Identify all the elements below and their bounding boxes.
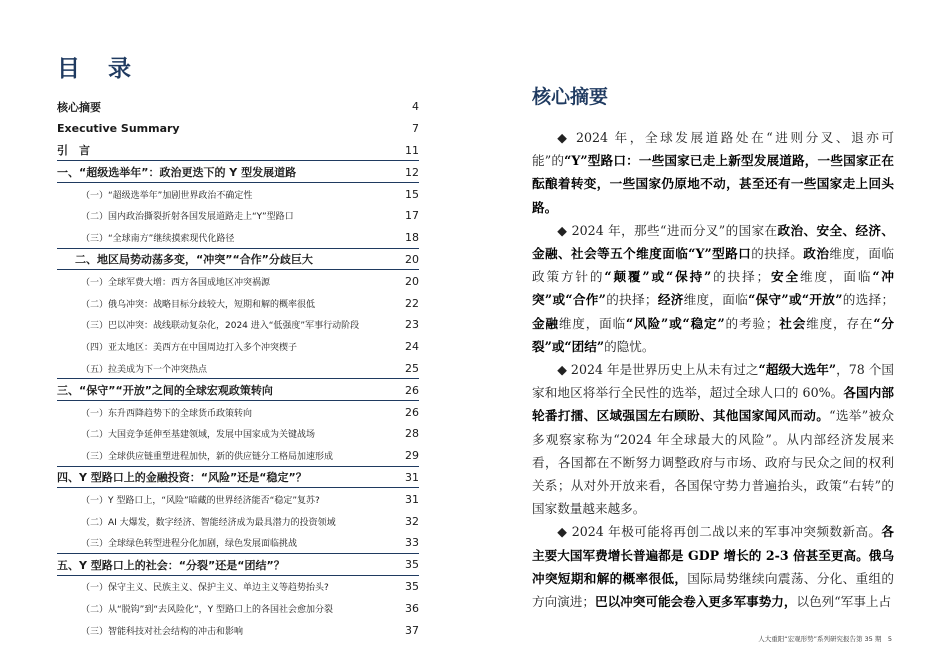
toc-entry[interactable] [57,270,419,292]
toc-entry-page: 28 [405,427,419,441]
body-text: 的考验； [724,315,779,331]
toc-entry[interactable] [57,510,419,532]
toc-entry-label: （二）国内政治撕裂折射各国发展道路走上“Y”型路口 [81,212,294,223]
toc-entry[interactable] [57,183,419,205]
toc-entry-page: 24 [405,340,419,354]
body-text: 维度，存在 [806,315,874,331]
summary-paragraph [532,358,894,520]
body-text: 的抉择。 [751,246,804,262]
toc-entry[interactable] [57,488,419,510]
body-text: ◆ 2024 年，全球发展道路处在“进则分叉、退亦可能”的 [532,130,894,169]
toc-entry-page: 29 [405,449,419,463]
toc-entry-page: 7 [412,122,419,136]
toc-entry-page: 25 [405,361,419,375]
toc-entry-label: 五、Y 型路口上的社会：“分裂”还是“团结”？ [57,558,285,572]
toc-entry[interactable] [57,96,419,118]
toc-entry-label: （三）巴以冲突：战线联动复杂化，2024 进入“低强度”军事行动阶段 [81,321,360,332]
bold-text: 经济 [657,292,684,308]
toc-entry-page: 35 [405,558,419,572]
body-text: ◆ 2024 年极可能将再创二战以来的军事冲突频数新高。 [557,524,882,540]
body-text: 以色列“军事上占 [796,594,892,610]
body-text: “选举”被众多观察家称为“2024 年全球最大的风险”。从内部经济发展来看，各国都在不断努力调整政府与市场、政府与民众之间的权利关系；从对外开放来看，各国保守势力普遍抬头，政策“右转”的国家数量越来越多。 [532,408,894,517]
toc-entry-label: （一）保守主义、民族主义、保护主义、单边主义等趋势抬头? [81,582,329,593]
toc-entry-label: （一）全球军费大增：西方各国成地区冲突祸源 [81,277,271,288]
toc-entry[interactable] [57,205,419,227]
toc-entry[interactable] [57,445,419,467]
summary-title: 核心摘要 [532,86,609,108]
toc-entry-page: 31 [405,492,419,506]
bold-text: 金融 [532,315,559,331]
bold-text: 社会 [778,315,807,331]
toc-entry-page: 26 [405,405,419,419]
bold-text: 各主要大国军费增长普遍都是 GDP 增长的 2-3 倍甚至更高。俄乌冲突短期和解的概率很低， [532,524,894,586]
toc-entry-page: 23 [405,318,419,332]
toc-entry-label: （一）东升西降趋势下的全球货币政策转向 [81,408,253,419]
toc-entry[interactable] [57,423,419,445]
bold-text: “Y”型路口：一些国家已走上新型发展道路，一些国家正在酝酿着转变，一些国家仍原地不动，甚至还有一些国家走上回头路。 [532,153,894,215]
toc-entry-label: 三、“保守”“开放”之间的全球宏观政策转向 [57,384,273,398]
summary-paragraph [532,219,894,358]
summary-paragraph [532,520,894,613]
toc-entry-label: 四、Y 型路口上的金融投资：“风险”还是“稳定”？ [57,471,307,485]
body-text: 的抉择； [605,292,658,308]
toc-entry-label: 二、地区局势动荡多变，“冲突”“合作”分歧巨大 [75,253,313,267]
body-text: 维度，面临政策方针的 [532,246,895,285]
summary-body [532,126,894,613]
bold-text: 各国内部轮番打擂、区域强国左右顾盼、其他国家闻风而动。 [532,385,895,424]
toc-entry-page: 31 [405,470,419,484]
page-footer: 人大重阳“宏观形势”系列研究报告第 35 期 5 [758,635,892,643]
toc-entry-label: 引 言 [57,144,90,158]
bold-text: 安全 [769,269,800,285]
toc-entry-label: Executive Summary [57,122,180,136]
body-text: 的抉择； [711,269,770,285]
summary-paragraph [532,126,894,219]
toc-entry-page: 20 [405,274,419,288]
body-text: 维度，面临 [683,292,749,308]
bold-text: 政治 [803,246,830,262]
bold-text: “风险”或“稳定” [626,315,725,331]
toc-entry-page: 35 [405,579,419,593]
toc-entry[interactable] [57,554,419,576]
toc-entry-label: （一）“超级选举年”加剧世界政治不确定性 [81,190,253,201]
bold-text: “分裂”或“团结” [532,315,895,354]
toc-entry[interactable] [57,161,419,183]
toc-entry[interactable] [57,249,419,271]
toc-entry-page: 20 [405,252,419,266]
toc-entry-label: （三）全球供应链重塑进程加快，新的供应链分工格局加速形成 [81,452,334,463]
toc-entry[interactable] [57,619,419,641]
body-text: 维度，面临 [799,269,873,285]
toc-entry-label: 一、“超级选举年”：政治更迭下的 Y 型发展道路 [57,166,297,180]
toc-entry[interactable] [57,401,419,423]
body-text: 的选择； [842,292,895,308]
toc-entry[interactable] [57,576,419,598]
toc-entry-page: 36 [405,601,419,615]
toc-entry[interactable] [57,379,419,401]
table-of-contents [57,96,419,641]
toc-entry[interactable] [57,532,419,554]
toc-entry-label: （二）大国竞争延伸至基建领域，发展中国家成为关键战场 [81,430,316,441]
toc-entry-page: 18 [405,231,419,245]
toc-entry-label: （三）智能科技对社会结构的冲击和影响 [81,626,244,637]
bold-text: 巴以冲突可能会卷入更多军事势力， [594,594,797,610]
toc-entry[interactable] [57,292,419,314]
toc-entry[interactable] [57,358,419,380]
bold-text: “冲突”或“合作” [532,269,895,308]
toc-entry-page: 12 [405,165,419,179]
toc-entry-page: 26 [405,383,419,397]
toc-entry[interactable] [57,597,419,619]
toc-entry[interactable] [57,227,419,249]
toc-entry-label: （二）俄乌冲突：战略目标分歧较大，短期和解的概率很低 [81,299,316,310]
toc-entry-page: 33 [405,536,419,550]
toc-entry-label: 核心摘要 [57,100,101,114]
toc-entry-page: 37 [405,623,419,637]
toc-entry-label: （一）Y 型路口上，“风险”暗藏的世界经济能否“稳定”复苏? [81,495,320,506]
toc-entry-label: （二）从“脱钩”到“去风险化”，Y 型路口上的各国社会愈加分裂 [81,604,334,615]
toc-entry-label: （五）拉美成为下一个冲突热点 [81,364,208,375]
bold-text: “保守”或“开放” [748,292,843,308]
toc-entry-label: （二）AI 大爆发，数字经济、智能经济成为最具潜力的投资领域 [81,517,336,528]
bold-text: “超级大选年” [758,362,837,378]
toc-entry-page: 11 [405,143,419,157]
toc-entry-page: 17 [405,209,419,223]
toc-entry[interactable] [57,336,419,358]
body-text: ◆ 2024 年是世界历史上从未有过之 [557,362,759,378]
bold-text: “颠覆”或“保持” [604,269,712,285]
toc-title: 目 录 [57,56,142,82]
toc-entry[interactable] [57,118,419,140]
toc-entry-label: （四）亚太地区：美西方在中国周边打入多个冲突楔子 [81,343,298,354]
toc-entry[interactable] [57,140,419,162]
toc-entry-page: 15 [405,187,419,201]
toc-entry-page: 4 [412,100,419,114]
body-text: 国际局势继续向震荡、分化、重组的方向演进； [532,570,895,610]
toc-entry-label: （三）全球绿色转型进程分化加剧，绿色发展面临挑战 [81,539,298,550]
toc-entry[interactable] [57,467,419,489]
toc-entry-page: 22 [405,296,419,310]
toc-entry[interactable] [57,314,419,336]
toc-entry-page: 32 [405,514,419,528]
body-text: ◆ 2024 年，那些“进而分叉”的国家在 [557,222,778,238]
body-text: ，78 个国家和地区将举行全民性的选举，超过全球人口的 60%。 [532,362,894,401]
toc-entry-label: （三）“全球南方”继续摸索现代化路径 [81,234,235,245]
body-text: 的隐忧。 [604,338,655,354]
body-text: 维度，面临 [558,315,627,331]
bold-text: 政治、安全、经济、金融、社会等五个维度面临“Y”型路口 [532,222,895,262]
